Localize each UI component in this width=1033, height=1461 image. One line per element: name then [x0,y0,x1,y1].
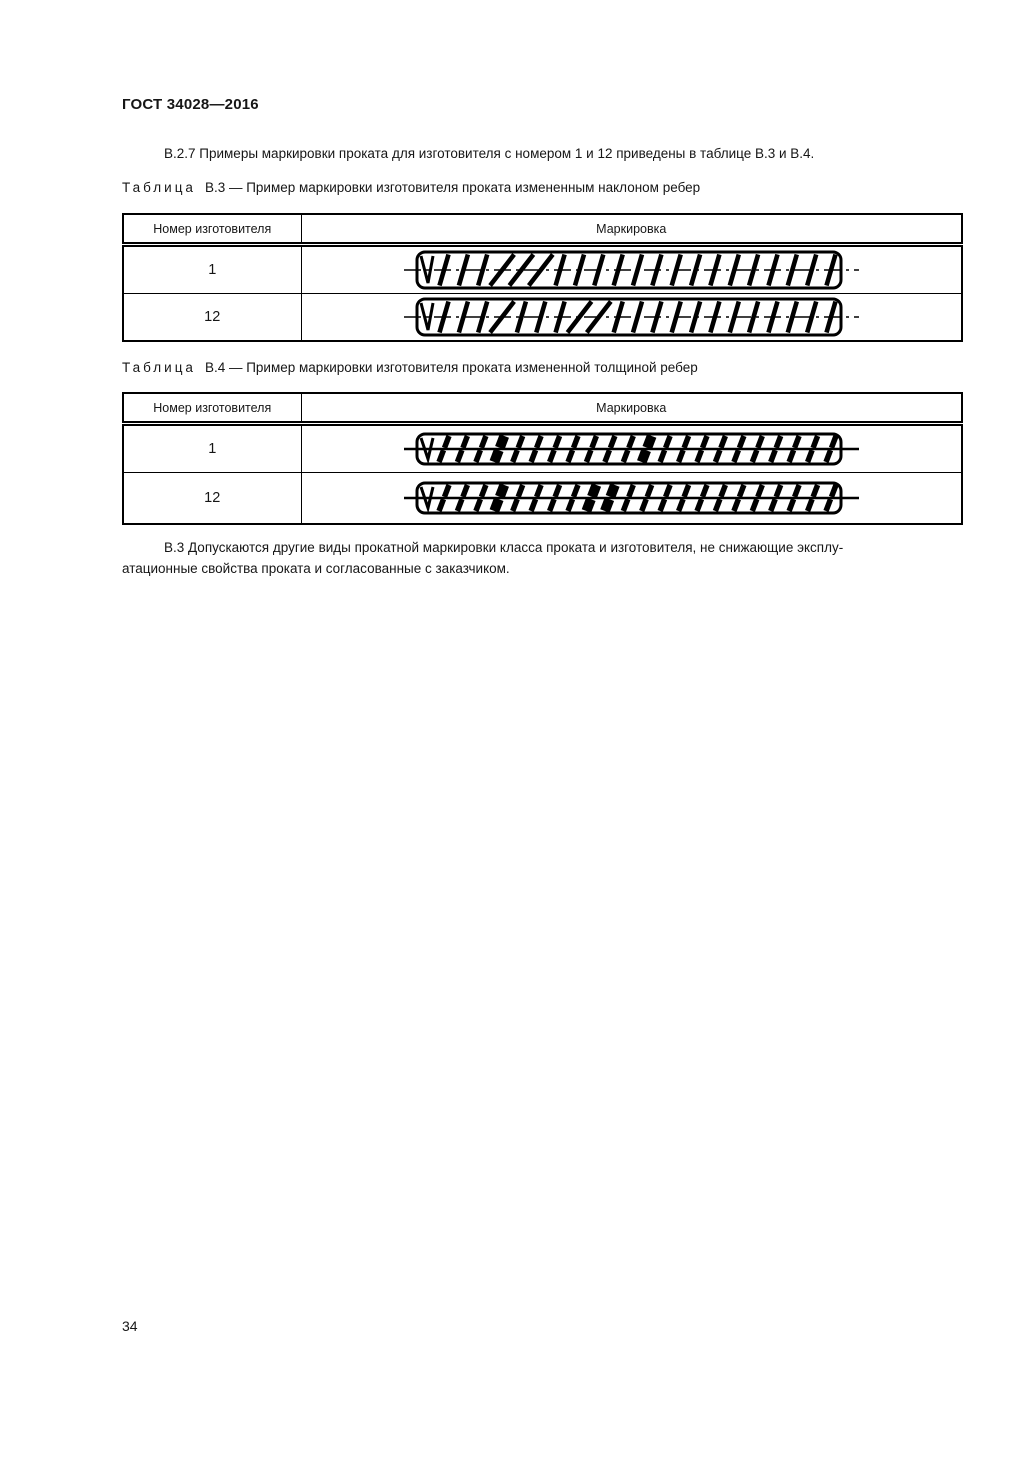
table-b3 [122,213,963,342]
table-caption-word: Таблица [122,360,196,375]
rebar-marking-figure [301,245,962,294]
manufacturer-number: 1 [123,245,301,294]
column-header-marking: Маркировка [301,214,962,245]
rebar-marking-figure [301,294,962,342]
table-row [123,245,962,294]
table-b3-caption [122,180,700,195]
paragraph-b3 [122,537,982,579]
document-title: ГОСТ 34028—2016 [122,96,259,113]
table-row [123,424,962,473]
paragraph-b27: В.2.7 Примеры маркировки проката для изготовителя с номером 1 и 12 приведены в таблице В.3 и В.4. [164,146,815,161]
table-row [123,294,962,342]
table-b4 [122,392,963,525]
paragraph-b3-line1: В.3 Допускаются другие виды прокатной маркировки класса проката и изготовителя, не снижающие эксплу- [164,540,844,555]
rebar-marking-figure [301,424,962,473]
table-row [123,473,962,525]
column-header-marking: Маркировка [301,393,962,424]
table-caption-number: В.3 [204,180,226,195]
manufacturer-number: 12 [123,473,301,525]
table-header-row [123,393,962,424]
table-header-row [123,214,962,245]
column-header-manufacturer-number: Номер изготовителя [123,393,301,424]
table-b4-caption [122,360,698,375]
table-caption-text: — Пример маркировки изготовителя проката измененной толщиной ребер [228,360,698,375]
column-header-manufacturer-number: Номер изготовителя [123,214,301,245]
manufacturer-number: 1 [123,424,301,473]
table-caption-number: В.4 [204,360,226,375]
table-caption-word: Таблица [122,180,196,195]
page-number: 34 [122,1318,138,1334]
rebar-marking-figure [301,473,962,525]
table-caption-text: — Пример маркировки изготовителя проката измененным наклоном ребер [228,180,701,195]
paragraph-b3-line2: атационные свойства проката и согласованные с заказчиком. [122,561,510,576]
manufacturer-number: 12 [123,294,301,342]
